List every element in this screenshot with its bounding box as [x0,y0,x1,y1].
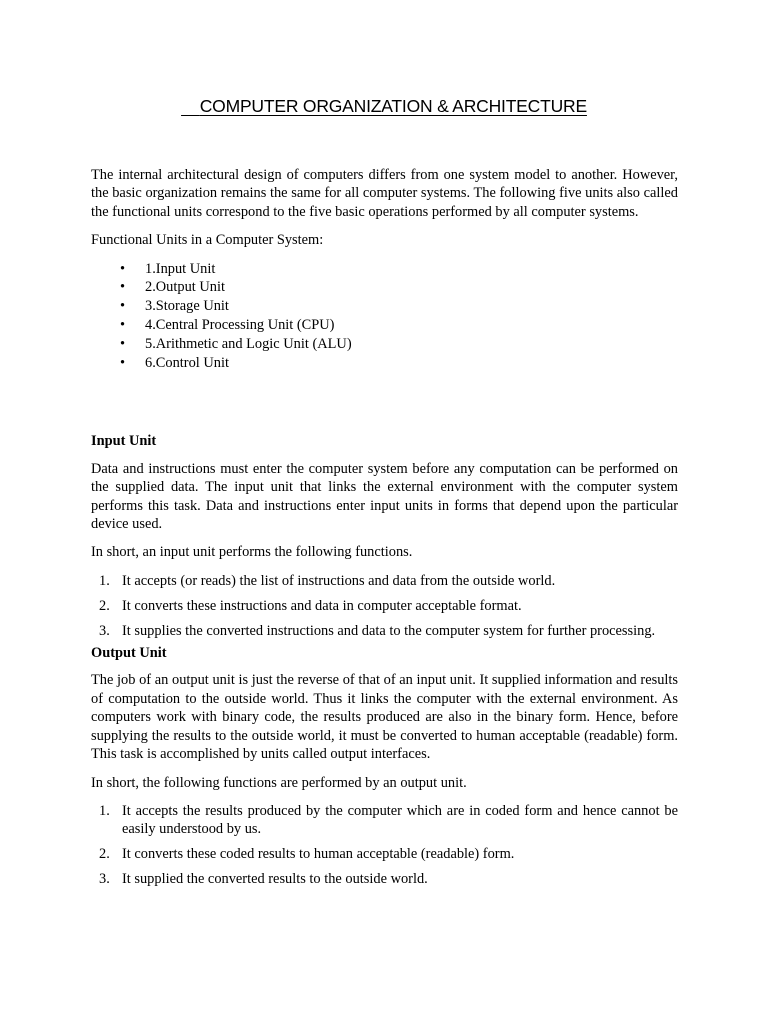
list-item-number: 1. [99,802,110,819]
list-item [91,622,678,640]
list-item-text: It converts these instructions and data in computer acceptable format. [122,597,522,614]
bullet-icon: • [120,298,126,315]
list-item [91,870,678,888]
functional-units-heading: Functional Units in a Computer System: [91,232,324,249]
document-body [91,166,678,895]
list-item [91,802,678,839]
title-text: COMPUTER ORGANIZATION & ARCHITECTURE [199,96,587,116]
list-item-number: 1. [99,572,110,589]
list-item-text: 3.Storage Unit [145,298,229,315]
input-unit-paragraph: Data and instructions must enter the computer system before any computation can be performed on the supplied data. The input unit that links the external environment with the computer system performs this task. Data and instructions enter input units in forms that depend upon the particular device used. [91,460,678,533]
list-item-text: 5.Arithmetic and Logic Unit (ALU) [145,335,352,352]
list-item [91,845,678,863]
list-item-text: It accepts (or reads) the list of instructions and data from the outside world. [122,572,556,589]
bullet-icon: • [120,279,126,296]
output-unit-paragraph: The job of an output unit is just the reverse of that of an input unit. It supplied information and results of computation to the outside world. Thus it links the computer with the external environment. As computers work with binary code, the results produced are also in the binary form. Hence, before supplying the results to the outside world, it must be converted to human acceptable (readable) form. This task is accomplished by units called output interfaces. [91,672,678,763]
document-title [0,92,768,120]
list-item-text: 4.Central Processing Unit (CPU) [145,317,335,334]
list-item [91,354,678,373]
list-item [91,260,678,279]
input-unit-functions-list [91,572,678,640]
list-item [91,597,678,615]
list-item-text: It supplied the converted results to the outside world. [122,871,428,888]
intro-paragraph: The internal architectural design of computers differs from one system model to another. However, the basic organization remains the same for all computer systems. The following five units also called the functional units correspond to the five basic operations performed by all computer systems. [91,167,678,220]
list-item-number: 3. [99,622,110,639]
input-unit-functions-intro: In short, an input unit performs the following functions. [91,544,413,561]
list-item-text: 2.Output Unit [145,279,225,296]
list-item-text: 1.Input Unit [145,260,216,277]
input-unit-heading: Input Unit [91,433,157,450]
bullet-icon: • [120,354,126,371]
list-item-text: 6.Control Unit [145,354,229,371]
list-item [91,335,678,354]
list-item-text: It accepts the results produced by the computer which are in coded form and hence cannot be easily understood by us. [122,802,678,838]
list-item [91,572,678,590]
list-item-number: 3. [99,871,110,888]
section-spacer [91,372,678,432]
list-item-text: It supplies the converted instructions and data to the computer system for further processing. [122,622,656,639]
output-unit-functions-intro: In short, the following functions are performed by an output unit. [91,774,467,791]
list-item-number: 2. [99,846,110,863]
bullet-icon: • [120,317,126,334]
list-item [91,278,678,297]
list-item [91,316,678,335]
output-unit-heading: Output Unit [91,645,167,662]
functional-units-list [91,260,678,373]
bullet-icon: • [120,335,126,352]
list-item-text: It converts these coded results to human acceptable (readable) form. [122,846,515,863]
list-item-number: 2. [99,597,110,614]
output-unit-functions-list [91,802,678,889]
bullet-icon: • [120,260,126,277]
title-underline-lead [181,96,200,116]
list-item [91,297,678,316]
